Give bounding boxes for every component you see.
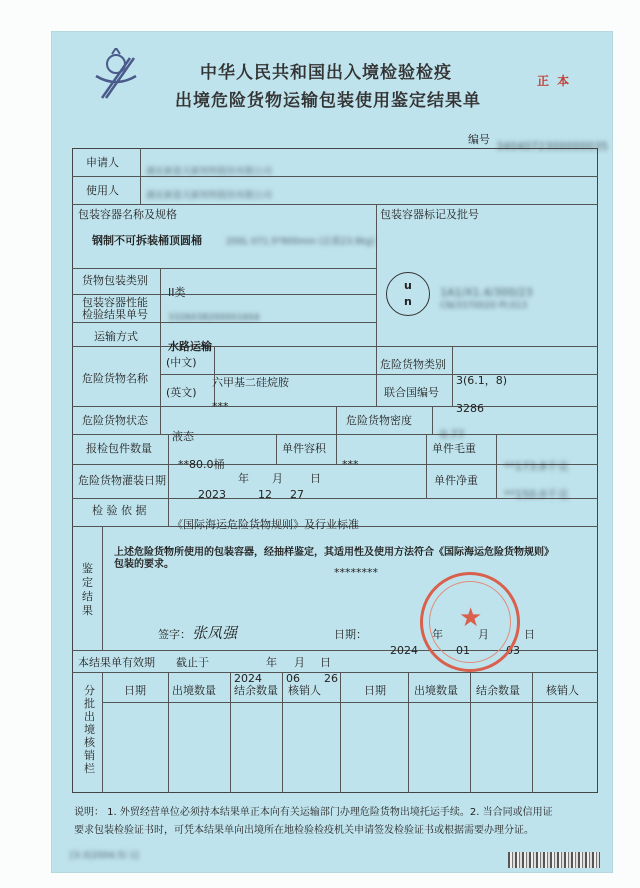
row-line [72, 294, 376, 295]
result-stars: ******** [334, 566, 378, 579]
fill-date-month: 12 [258, 488, 272, 501]
row-line [72, 346, 598, 347]
official-seal [420, 572, 520, 672]
row-line [72, 434, 598, 435]
un-code: 1A1/X1.4/300/23 [440, 286, 533, 299]
writeoff-col-officer-1: 核销人 [288, 684, 321, 697]
fill-date-year: 2023 [198, 488, 226, 501]
col-line [282, 672, 283, 793]
col-line [340, 672, 341, 793]
col-line [452, 346, 453, 406]
col-line [470, 672, 471, 793]
validity-day-label: 日 [320, 656, 331, 669]
col-line [102, 526, 103, 650]
writeoff-col-date-1: 日期 [124, 684, 146, 697]
dg-density-value: 0.77 [440, 428, 465, 441]
transport-label: 运输方式 [94, 330, 138, 343]
basis-value: 《国际海运危险货物规则》及行业标准 [172, 518, 359, 531]
col-line [432, 406, 433, 434]
unit-gross-label: 单件毛重 [432, 442, 476, 455]
row-line [160, 374, 598, 375]
applicant-label: 申请人 [86, 156, 119, 169]
fill-date-day: 27 [290, 488, 304, 501]
result-date-year: 2024 [390, 644, 418, 657]
note-line-1: 说明： 1. 外贸经营单位必须持本结果单正本向有关运输部门办理危险货物出境托运手续。2. 当合同或信用证 [74, 807, 553, 818]
package-spec-value: 200L 071.5*900mm (总重23.9kg) [226, 237, 375, 247]
serial-value: 3404072300000035 [496, 140, 608, 153]
package-name-value: 钢制不可拆装桶顶圆桶 [92, 234, 202, 247]
result-year-label: 年 [432, 628, 443, 641]
package-mark-label: 包装容器标记及批号 [380, 208, 479, 221]
quantity-value: **80.0桶 [178, 458, 225, 471]
user-label: 使用人 [86, 184, 119, 197]
result-month-label: 月 [478, 628, 489, 641]
note-line-2: 要求包装检验证书时，可凭本结果单向出境所在地检验检疫机关申请签发检验证书或根据需要办理分证。 [74, 825, 534, 836]
star-icon: ★ [459, 603, 483, 633]
result-day-label: 日 [524, 628, 535, 641]
dg-class-label: 危险货物类别 [380, 358, 446, 371]
serial-label: 编号 [468, 133, 490, 146]
col-line [336, 434, 337, 464]
inspector-signature: 张凤强 [192, 624, 238, 642]
copy-mark: 正 本 [537, 74, 572, 88]
col-line [160, 268, 161, 434]
result-date-month: 01 [456, 644, 470, 657]
result-text-line-1: 上述危险货物所使用的包装容器，经抽样鉴定，其适用性及使用方法符合《国际海运危险货物规则》 [114, 547, 554, 558]
user-value: 湖北新蓝天新材料股份有限公司 [146, 191, 273, 201]
col-line [496, 434, 497, 498]
col-line [168, 434, 169, 526]
fill-date-label: 危险货物灌装日期 [78, 474, 166, 487]
col-line [140, 148, 141, 204]
basis-label: 检 验 依 据 [92, 504, 147, 517]
validity-year-label: 年 [266, 656, 277, 669]
writeoff-side-label: 分批出境核销栏 [84, 684, 95, 775]
package-name-label: 包装容器名称及规格 [78, 208, 177, 221]
inspection-emblem-icon [92, 48, 140, 100]
unit-volume-label: 单件容积 [282, 442, 326, 455]
col-line [276, 434, 277, 464]
performance-label-2: 检验结果单号 [82, 308, 148, 321]
col-line [336, 406, 337, 434]
barcode [508, 852, 600, 868]
transport-value: 水路运输 [168, 340, 212, 353]
unit-volume-value: *** [342, 458, 359, 471]
quantity-label: 报检包件数量 [86, 442, 152, 455]
batch-code: CN/3370020 PI.013 [440, 301, 528, 311]
dg-class-value: 3(6.1，8) [456, 374, 508, 387]
un-no-value: 3286 [456, 402, 484, 415]
col-line [376, 204, 377, 406]
title-line-1: 中华人民共和国出入境检验检疫 [200, 63, 452, 83]
validity-year: 2024 [234, 672, 262, 685]
fill-date-month-label: 月 [272, 472, 283, 485]
col-line [102, 672, 103, 793]
dg-name-cn-value: 六甲基二硅烷胺 [212, 376, 289, 389]
row-line [102, 702, 598, 703]
writeoff-col-out-2: 出境数量 [414, 684, 458, 697]
category-value: II类 [168, 286, 186, 299]
writeoff-col-date-2: 日期 [364, 684, 386, 697]
col-line [532, 672, 533, 793]
unit-gross-value: **173.8千克 [504, 460, 569, 473]
un-no-label: 联合国编号 [384, 386, 439, 399]
dg-name-en-label: (英文) [166, 386, 197, 399]
result-text-line-2: 包装的要求。 [114, 559, 174, 570]
category-label: 货物包装类别 [82, 274, 148, 287]
col-line [426, 434, 427, 498]
applicant-value: 湖北新蓝天新材料股份有限公司 [146, 167, 273, 177]
writeoff-col-balance-1: 结余数量 [234, 684, 278, 697]
performance-value: 3326038200001604 [168, 313, 260, 323]
row-line [72, 406, 598, 407]
result-date-day: 03 [506, 644, 520, 657]
dg-state-value: 液态 [172, 430, 194, 443]
col-line [408, 672, 409, 793]
dg-name-en-value: *** [212, 400, 229, 413]
col-line [230, 672, 231, 793]
performance-label-1: 包装容器性能 [82, 296, 148, 309]
unit-net-label: 单件净重 [434, 474, 478, 487]
fill-date-day-label: 日 [310, 472, 321, 485]
dg-name-label: 危险货物名称 [82, 372, 148, 385]
writeoff-col-officer-2: 核销人 [546, 684, 579, 697]
validity-label: 本结果单有效期 [78, 656, 155, 669]
fill-date-year-label: 年 [238, 472, 249, 485]
validity-until-label: 截止于 [176, 656, 209, 669]
validity-month: 06 [286, 672, 300, 685]
un-packaging-symbol-icon: u n [386, 272, 430, 316]
dg-density-label: 危险货物密度 [346, 414, 412, 427]
row-line [72, 204, 598, 205]
col-line [168, 672, 169, 793]
title-line-2: 出境危险货物运输包装使用鉴定结果单 [175, 91, 481, 111]
unit-net-value: **150.0千克 [504, 488, 569, 501]
validity-day: 26 [324, 672, 338, 685]
sign-label: 签字： [158, 628, 191, 641]
dg-state-label: 危险货物状态 [82, 414, 148, 427]
dg-name-cn-label: (中文) [166, 356, 197, 369]
writeoff-col-balance-2: 结余数量 [476, 684, 520, 697]
validity-month-label: 月 [294, 656, 305, 669]
row-line [72, 268, 376, 269]
result-date-label: 日期： [334, 628, 367, 641]
form-code: [3-3(2004.5) 1] [70, 851, 139, 861]
result-side-label: 鉴定结果 [82, 562, 93, 617]
writeoff-col-out-1: 出境数量 [172, 684, 216, 697]
